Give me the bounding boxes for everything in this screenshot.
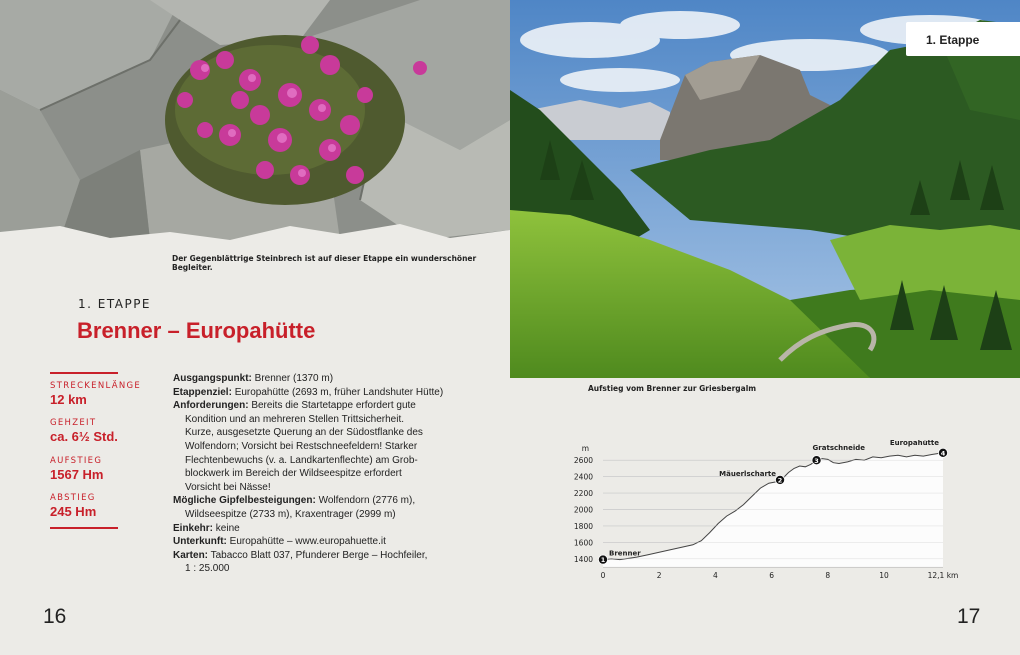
waypoint-number: 3 xyxy=(814,456,819,465)
stat-label: ABSTIEG xyxy=(50,493,96,503)
y-tick-label: 1400 xyxy=(573,554,593,564)
waypoint-number: 4 xyxy=(940,449,946,458)
stage-badge-label: 1. Etappe xyxy=(926,33,980,47)
stage-details xyxy=(173,372,473,576)
stat-label: STRECKENLÄNGE xyxy=(50,381,142,391)
requirements-line: Vorsicht bei Nässe! xyxy=(185,481,271,493)
elevation-profile xyxy=(570,440,980,590)
x-tick-label: 10 xyxy=(879,571,889,580)
stage-title: Brenner – Europahütte xyxy=(77,318,316,343)
maps-key: Karten: xyxy=(173,549,209,561)
goal-key: Etappenziel: xyxy=(173,386,232,398)
stats-top-rule xyxy=(50,372,118,374)
stat-duration xyxy=(50,418,118,444)
requirements-key: Anforderungen: xyxy=(173,400,249,412)
stats-bottom-rule xyxy=(50,527,118,529)
waypoint-label: Brenner xyxy=(609,549,641,558)
stat-distance xyxy=(50,381,142,407)
requirements-line: Bereits die Startetappe erfordert gute xyxy=(251,400,416,412)
waypoint-label: Gratschneide xyxy=(812,444,866,453)
saxifrage-illustration xyxy=(0,0,510,248)
peaks-line: Wildseespitze (2733 m), Kraxentrager (2999 m) xyxy=(185,508,396,520)
stage-badge xyxy=(906,22,1020,56)
stat-label: AUFSTIEG xyxy=(50,456,103,466)
lodging-value: Europahütte – www.europahuette.it xyxy=(229,536,386,548)
stage-kicker: 1. ETAPPE xyxy=(78,297,152,311)
requirements-line: Flechtenbewuchs (v. a. Landkartenflechte) am Grob- xyxy=(185,454,418,466)
y-tick-label: 2000 xyxy=(573,505,593,515)
requirements-line: Kondition und an mehreren Stellen Trittsicherheit. xyxy=(185,413,405,425)
start-key: Ausgangspunkt: xyxy=(173,373,252,384)
waypoint-number: 2 xyxy=(777,476,783,485)
y-tick-label: 2200 xyxy=(573,489,593,499)
elevation-profile-chart xyxy=(570,440,980,590)
stat-value: ca. 6½ Std. xyxy=(50,429,118,444)
waypoint-number: 1 xyxy=(600,556,606,565)
requirements-line: Wolfendorn; Vorsicht bei Restschneefeldern! Starker xyxy=(185,440,418,452)
goal-value: Europahütte (2693 m, früher Landshuter Hütte) xyxy=(234,386,444,398)
x-tick-label: 4 xyxy=(713,571,718,580)
alpine-valley-photo xyxy=(510,0,1020,378)
photo-caption-right: Aufstieg vom Brenner zur Griesbergalm xyxy=(588,384,757,393)
stat-value: 12 km xyxy=(50,392,87,407)
y-tick-label: 1600 xyxy=(573,538,593,548)
stop-value: keine xyxy=(215,522,240,534)
maps-value: Tabacco Blatt 037, Pfunderer Berge – Hochfeiler, xyxy=(210,549,428,561)
requirements-line: Kurze, ausgesetzte Querung an der Südostflanke des xyxy=(185,427,423,439)
requirements-line: blockwerk im Bereich der Wildseespitze erfordert xyxy=(185,468,402,480)
photo-caption-left: Der Gegenblättrige Steinbrech ist auf dieser Etappe ein wunderschöner Begleiter. xyxy=(172,254,477,272)
y-tick-label: 2600 xyxy=(573,456,593,466)
peaks-value: Wolfendorn (2776 m), xyxy=(318,495,416,507)
waypoint-label: Europahütte xyxy=(889,440,939,447)
peaks-key: Mögliche Gipfelbesteigungen: xyxy=(173,495,316,507)
x-tick-label: 12,1 km xyxy=(927,571,959,580)
y-axis-unit: m xyxy=(581,444,589,453)
x-tick-label: 6 xyxy=(769,571,774,580)
stop-key: Einkehr: xyxy=(173,522,214,534)
x-tick-label: 0 xyxy=(600,571,606,580)
stat-ascent xyxy=(50,456,118,482)
page-number-left: 16 xyxy=(43,605,67,628)
y-tick-label: 1800 xyxy=(573,521,593,531)
alpine-valley-illustration xyxy=(510,0,1020,378)
stat-value: 1567 Hm xyxy=(50,467,104,482)
saxifrage-photo xyxy=(0,0,510,248)
start-value: Brenner (1370 m) xyxy=(254,373,334,384)
page-number-right: 17 xyxy=(957,605,981,628)
waypoint-label: Mäuerlscharte xyxy=(719,469,777,478)
y-tick-label: 2400 xyxy=(573,472,593,482)
stat-value: 245 Hm xyxy=(50,504,97,519)
maps-line: 1 : 25.000 xyxy=(185,563,230,575)
x-tick-label: 8 xyxy=(825,571,831,580)
x-tick-label: 2 xyxy=(656,571,662,580)
stat-label: GEHZEIT xyxy=(50,418,97,428)
lodging-key: Unterkunft: xyxy=(173,536,227,548)
stat-descent xyxy=(50,493,118,519)
